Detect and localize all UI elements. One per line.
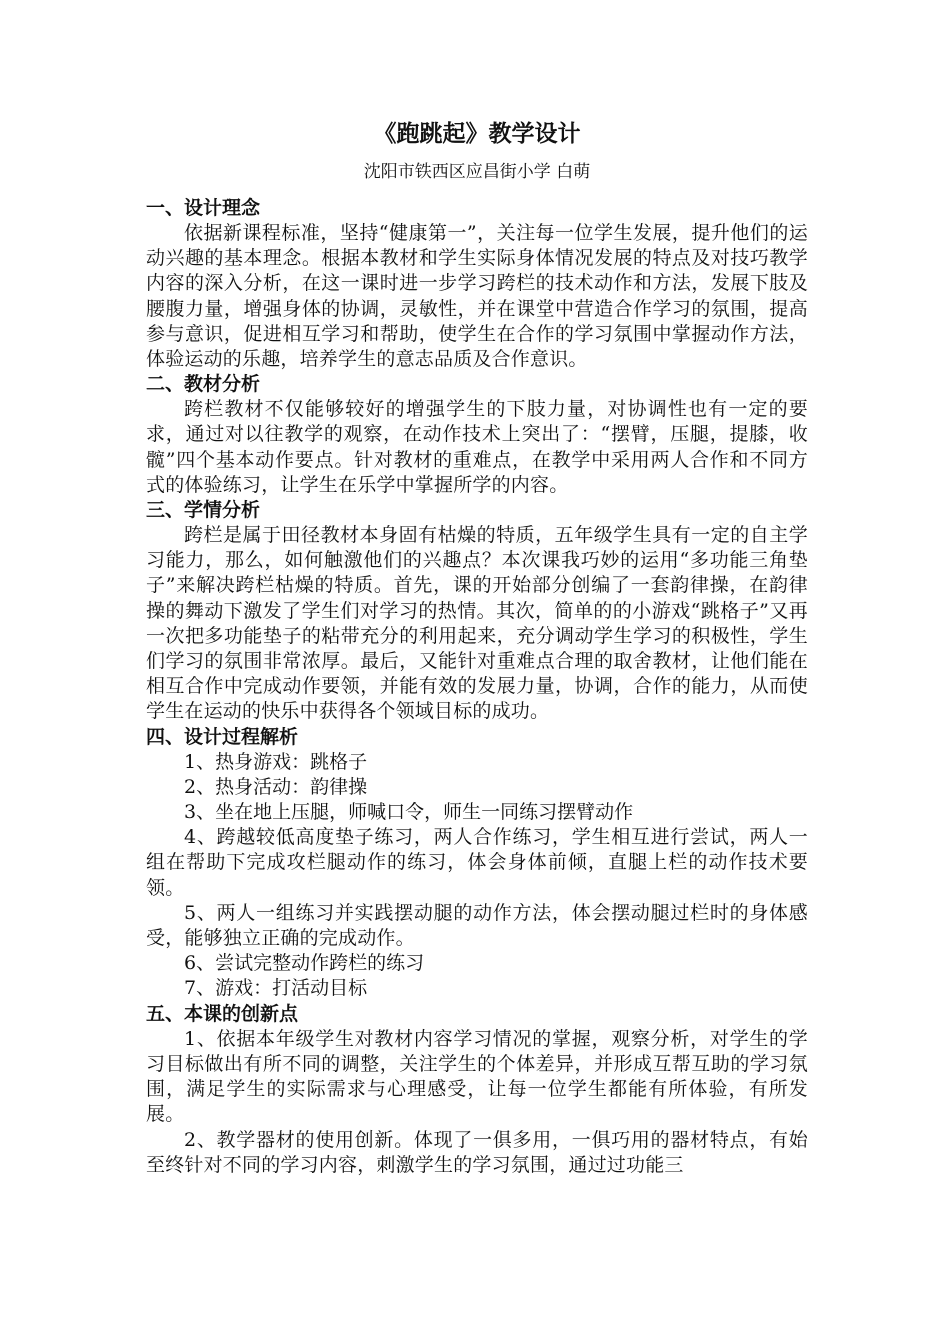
section-innovation — [146, 1002, 808, 1178]
paragraph: 跨栏是属于田径教材本身固有枯燥的特质，五年级学生具有一定的自主学习能力，那么，如何触激他们的兴趣点？本次课我巧妙的运用“多功能三角垫子”来解决跨栏枯燥的特质。首先，课的开始部分创编了一套韵律操，在韵律操的舞动下激发了学生们对学习的热情。其次，简单的的小游戏“跳格子”又再一次把多功能垫子的粘带充分的利用起来，充分调动学生学习的积极性，学生们学习的氛围非常浓厚。最后，又能针对重难点合理的取舍教材，让他们能在相互合作中完成动作要领，并能有效的发展力量，协调，合作的能力，从而使学生在运动的快乐中获得各个领域目标的成功。 — [146, 524, 808, 723]
section-design-process — [146, 725, 808, 1002]
document-page — [146, 118, 808, 1178]
paragraph: 依据新课程标准，坚持“健康第一”，关注每一位学生发展，提升他们的运动兴趣的基本理念。根据本教材和学生实际身体情况发展的特点及对技巧教学内容的深入分析，在这一课时进一步学习跨栏的技术动作和方法，发展下肢及腰腹力量，增强身体的协调，灵敏性，并在课堂中营造合作学习的氛围，提高参与意识，促进相互学习和帮助，使学生在合作的学习氛围中掌握动作方法，体验运动的乐趣，培养学生的意志品质及合作意识。 — [146, 222, 808, 371]
document-author: 沈阳市铁西区应昌街小学 白萌 — [363, 162, 591, 182]
list-item: 7、游戏：打活动目标 — [184, 977, 368, 1000]
section-heading: 四、设计过程解析 — [146, 725, 299, 748]
list-item: 5、两人一组练习并实践摆动腿的动作方法，体会摆动腿过栏时的身体感受，能够独立正确的完成动作。 — [146, 901, 808, 950]
section-design-concept — [146, 196, 808, 372]
section-heading: 三、学情分析 — [146, 499, 261, 522]
list-item: 2、热身活动：韵律操 — [184, 775, 368, 798]
section-material-analysis — [146, 372, 808, 498]
paragraph: 1、依据本年级学生对教材内容学习情况的掌握，观察分析，对学生的学习目标做出有所不同的调整，关注学生的个体差异，并形成互帮互助的学习氛围，满足学生的实际需求与心理感受，让每一位学生都能有所体验，有所发展。 — [146, 1027, 808, 1126]
section-learner-analysis — [146, 498, 808, 725]
list-item: 6、尝试完整动作跨栏的练习 — [184, 952, 425, 975]
paragraph: 2、教学器材的使用创新。体现了一俱多用，一俱巧用的器材特点，有始至终针对不同的学习内容，刺激学生的学习氛围，通过过功能三 — [146, 1128, 808, 1176]
section-heading: 五、本课的创新点 — [146, 1002, 299, 1025]
document-title: 《跑跳起》教学设计 — [373, 121, 581, 147]
section-heading: 一、设计理念 — [146, 197, 261, 219]
list-item: 3、坐在地上压腿，师喊口令，师生一同练习摆臂动作 — [184, 801, 634, 824]
paragraph: 跨栏教材不仅能够较好的增强学生的下肢力量，对协调性也有一定的要求，通过对以往教学的观察，在动作技术上突出了：“摆臂，压腿，提膝，收髋”四个基本动作要点。针对教材的重难点，在教学中采用两人合作和不同方式的体验练习，让学生在乐学中掌握所学的内容。 — [146, 398, 808, 496]
section-heading: 二、教材分析 — [146, 373, 261, 396]
list-item: 4、跨越较低高度垫子练习，两人合作练习，学生相互进行尝试，两人一组在帮助下完成攻栏腿动作的练习，体会身体前倾，直腿上栏的动作技术要领。 — [146, 826, 808, 899]
list-item: 1、热身游戏：跳格子 — [184, 750, 368, 773]
